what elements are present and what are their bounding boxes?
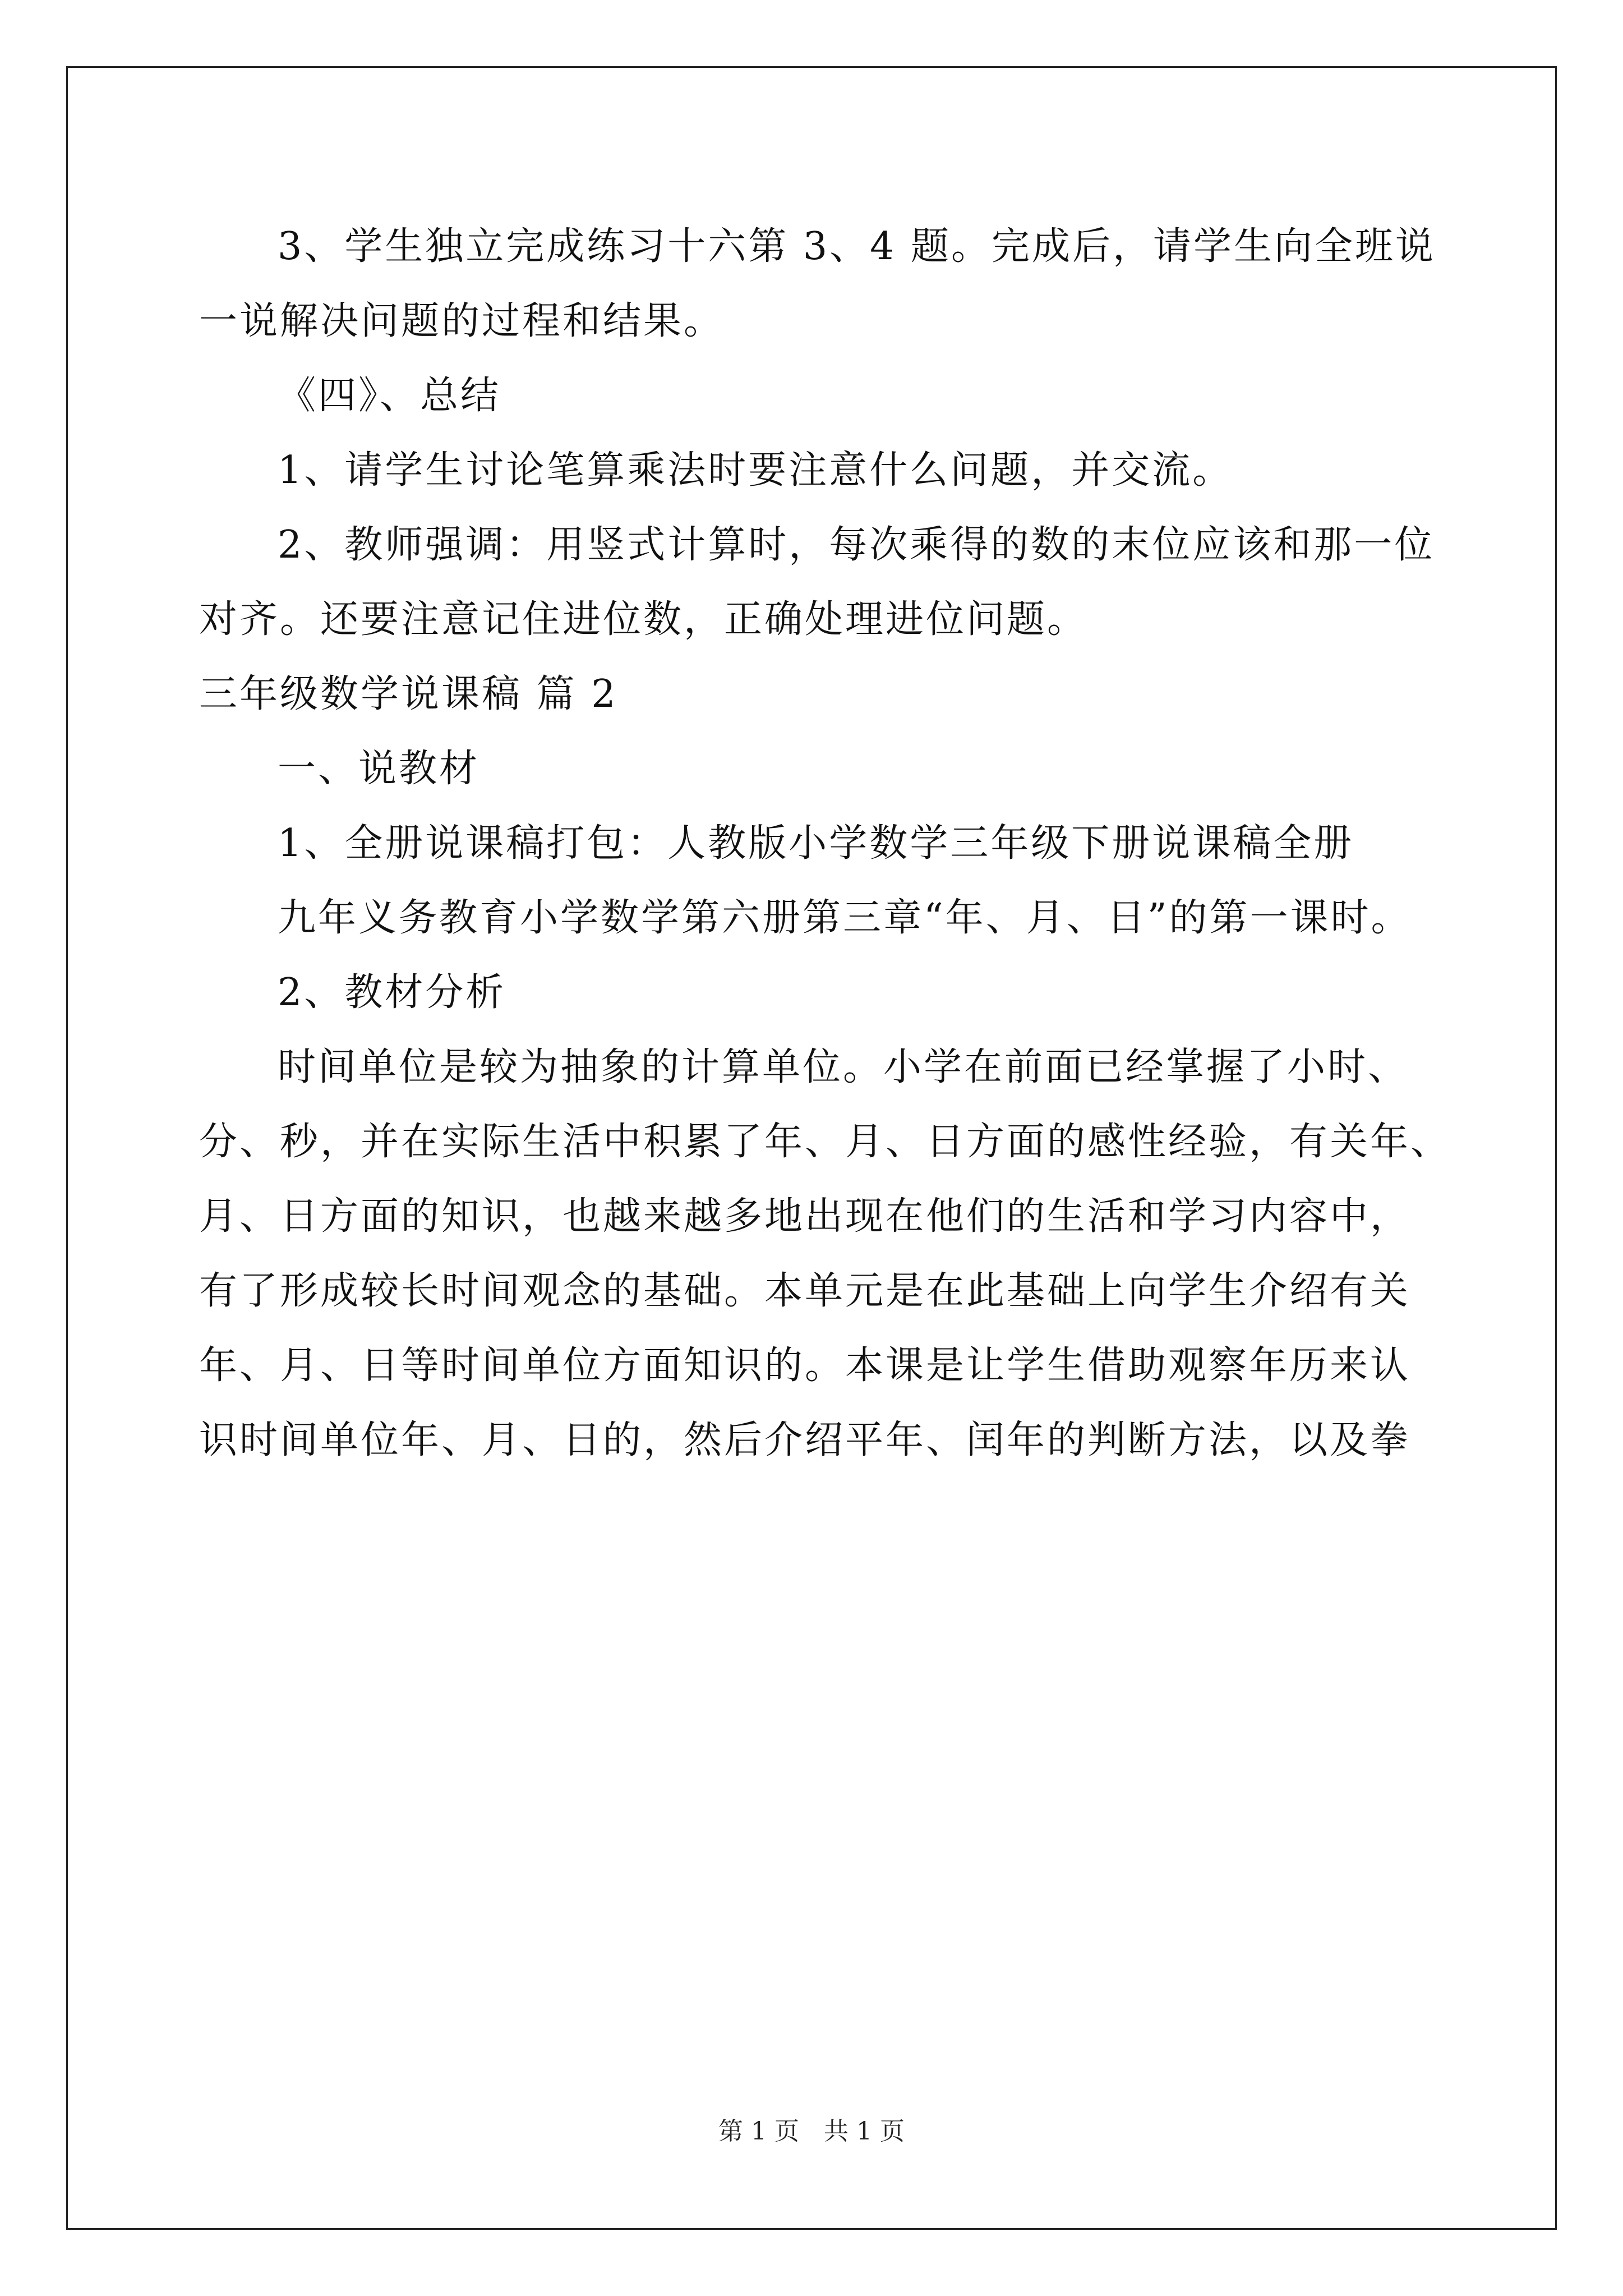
section-heading: 一、说教材 (278, 747, 480, 791)
paragraph-line: 分、秒，并在实际生活中积累了年、月、日方面的感性经验，有关年、 (199, 1120, 1451, 1164)
paragraph-line: 对齐。还要注意记住进位数，正确处理进位问题。 (199, 597, 1088, 642)
paragraph-line: 一说解决问题的过程和结果。 (199, 299, 725, 343)
section-heading: 2、教材分析 (278, 970, 506, 1015)
paragraph-line: 1、请学生讨论笔算乘法时要注意什么问题，并交流。 (278, 448, 1233, 493)
paragraph-line: 2、教师强调：用竖式计算时，每次乘得的数的末位应该和那一位 (278, 523, 1435, 567)
page-footer: 第 1 页 共 1 页 (718, 2117, 905, 2146)
paragraph-line: 年、月、日等时间单位方面知识的。本课是让学生借助观察年历来认 (199, 1343, 1411, 1388)
section-heading: 《四》、总结 (278, 374, 501, 418)
article-title: 三年级数学说课稿 篇 2 (199, 672, 618, 716)
paragraph-line: 有了形成较长时间观念的基础。本单元是在此基础上向学生介绍有关 (199, 1269, 1411, 1313)
paragraph-line: 月、日方面的知识，也越来越多地出现在他们的生活和学习内容中， (199, 1194, 1411, 1239)
paragraph-line: 1、全册说课稿打包：人教版小学数学三年级下册说课稿全册 (278, 821, 1354, 866)
paragraph-line: 时间单位是较为抽象的计算单位。小学在前面已经掌握了小时、 (278, 1045, 1409, 1089)
paragraph-line: 九年义务教育小学数学第六册第三章“年、月、日”的第一课时。 (278, 896, 1412, 940)
paragraph-line: 3、学生独立完成练习十六第 3、4 题。完成后，请学生向全班说 (278, 224, 1436, 269)
paragraph-line: 识时间单位年、月、日的，然后介绍平年、闰年的判断方法，以及拳 (199, 1418, 1411, 1462)
